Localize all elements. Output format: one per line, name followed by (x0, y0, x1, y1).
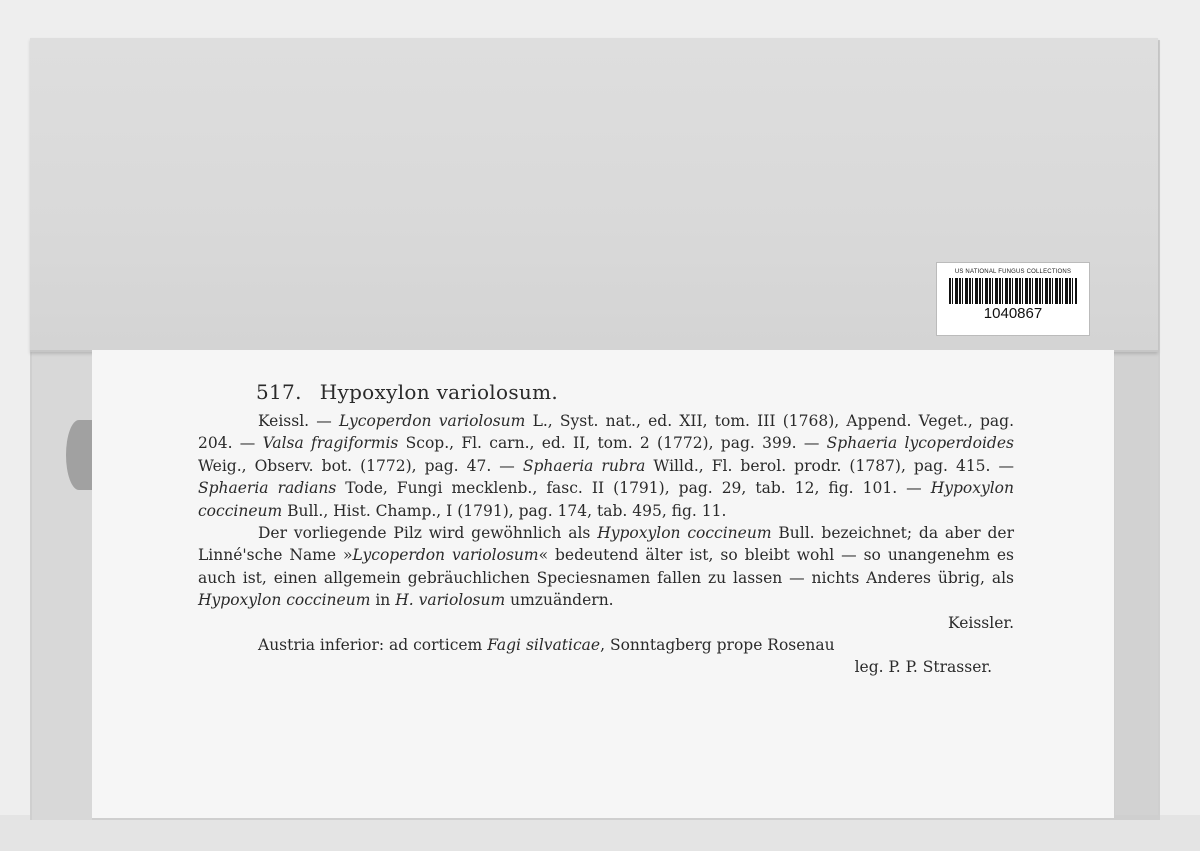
label-text (198, 378, 1015, 679)
synonymy-run: Sphaeria lycoperdoides (826, 434, 1014, 453)
synonymy-run: Valsa fragiformis (262, 434, 399, 453)
synonymy-run: Bull., Hist. Champ., I (1791), pag. 174, tab. 495, fig. 11. (282, 501, 727, 520)
specimen-stain (66, 420, 92, 490)
label-title-line (256, 378, 1014, 406)
synonymy-run: L., Syst. nat., ed. XII, tom. III (1768), Append. Veget., pag. 204. — (198, 412, 1014, 453)
background (0, 815, 1200, 851)
note-run: umzuändern. (505, 591, 614, 610)
note-run: Bull. bezeichnet; da aber der Linné'sche Name » (198, 524, 1014, 565)
synonymy-text (198, 412, 1014, 520)
synonymy-run: Tode, Fungi mecklenb., fasc. II (1791), pag. 29, tab. 12, fig. 101. — (336, 479, 931, 498)
synonymy-run: Sphaeria radians (198, 479, 337, 498)
locality-line (258, 634, 1014, 656)
note-run: in (370, 591, 396, 610)
exsiccata-number: 517. (256, 380, 302, 404)
note-run: Hypoxylon coccineum (198, 591, 371, 610)
barcode-number: 1040867 (983, 305, 1043, 322)
note-text (198, 524, 1014, 609)
barcode-label (936, 262, 1090, 336)
collector: leg. P. P. Strasser. (854, 658, 992, 677)
host-name: Fagi silvaticae (487, 636, 601, 655)
synonymy-run: Willd., Fl. berol. prodr. (1787), pag. 415. — (645, 456, 1015, 475)
locality-region: Austria inferior: (258, 636, 385, 655)
synonymy-run: Hypoxylon coccineum (198, 479, 1014, 520)
note-run: Lycoperdon variolosum (352, 546, 539, 565)
taxon-name: Hypoxylon variolosum. (319, 380, 558, 404)
synonymy-run: Weig., Observ. bot. (1772), pag. 47. — (198, 456, 523, 475)
synonymy-run: Keissl. — (258, 412, 339, 430)
locality-place: , Sonntagberg prope Rosenau (600, 636, 835, 655)
note-author: Keissler. (948, 613, 1014, 632)
barcode-institution: US NATIONAL FUNGUS COLLECTIONS (954, 269, 1072, 275)
packet-right-fold (1115, 350, 1158, 815)
note-run: Der vorliegende Pilz wird gewöhnlich als (258, 524, 598, 543)
synonymy-run: Scop., Fl. carn., ed. II, tom. 2 (1772), pag. 399. — (398, 434, 827, 453)
synonymy-run: Lycoperdon variolosum (339, 412, 526, 430)
note-run: « bedeutend älter ist, so bleibt wohl — so unangenehm es auch ist, einen allgemein gebräuchlichen Speciesnamen fallen zu lassen — nichts Anderes übrig, als (198, 546, 1015, 587)
barcode-bars (949, 278, 1077, 304)
synonymy-paragraph (198, 410, 1014, 522)
note-run: H. variolosum (395, 591, 506, 610)
note-paragraph (198, 522, 1014, 612)
locality-pre: ad corticem (384, 636, 488, 655)
synonymy-run: Sphaeria rubra (522, 456, 646, 475)
note-run: Hypoxylon coccineum (597, 524, 772, 543)
